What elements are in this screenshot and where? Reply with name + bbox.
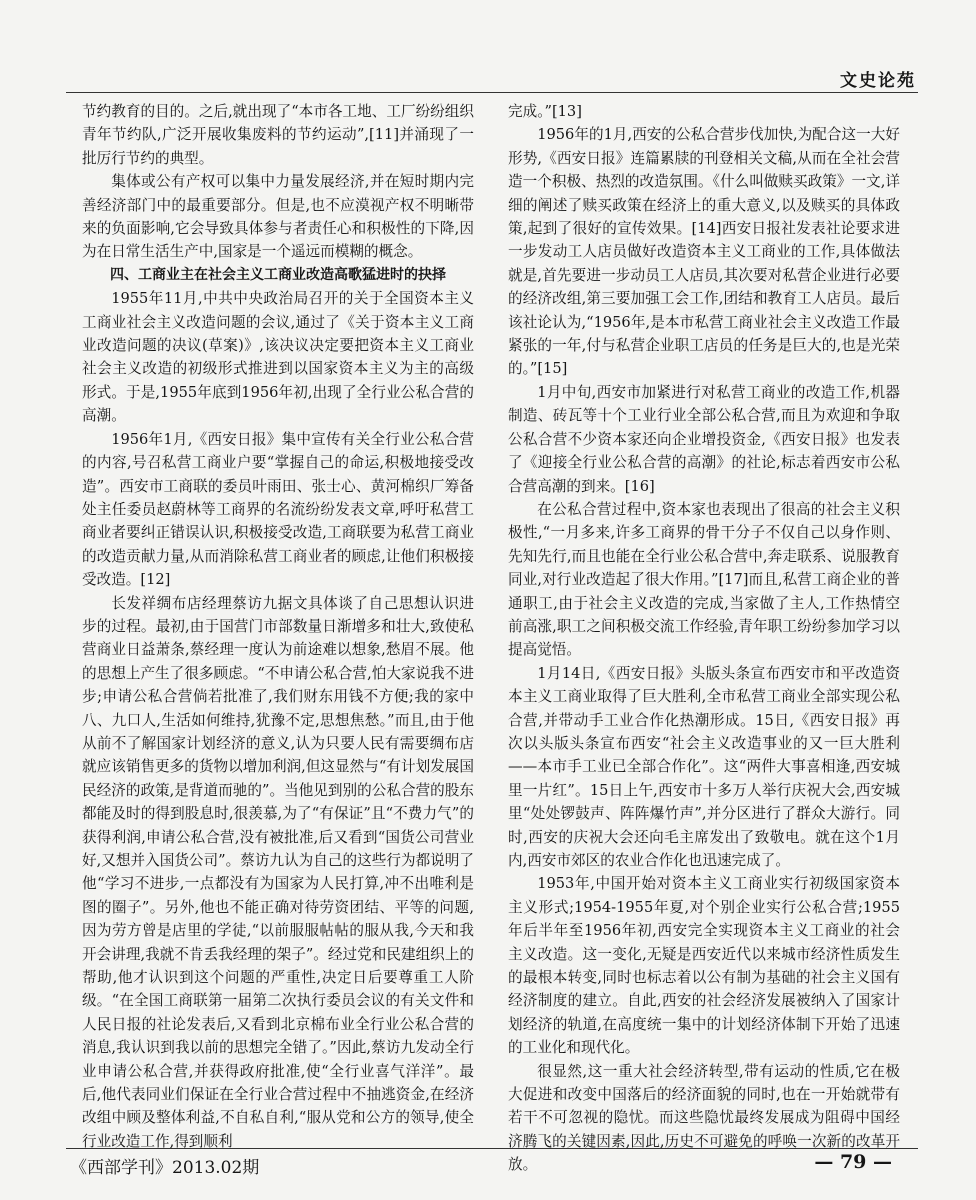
paragraph: 1月中旬,西安市加紧进行对私营工商业的改造工作,机器制造、砖瓦等十个工业行业全部公私合营,而且为欢迎和争取公私合营不少资本家还向企业增投资金,《西安日报》也发表了《迎接全行业公私合营的高潮》的社论,标志着西安市公私合营高潮的到来。[16] [508,383,900,495]
paragraph: 节约教育的目的。之后,就出现了“本市各工地、工厂纷纷组织青年节约队,广泛开展收集废料的节约运动”,[11]并涌现了一批厉行节约的典型。 [82,103,474,167]
paragraph: 很显然,这一重大社会经济转型,带有运动的性质,它在极大促进和改变中国落后的经济面貌的同时,也在一开始就带有若干不可忽视的隐忧。而这些隐忧最终发展成为阻碍中国经济腾飞的关键因素,因此,历史不可避免的呼唤一次新的改革开放。 [508,1062,900,1174]
paragraph: 集体或公有产权可以集中力量发展经济,并在短时期内完善经济部门中的最重要部分。但是,也不应漠视产权不明晰带来的负面影响,它会导致具体参与者责任心和积极性的下降,因为在日常生活生产中,国家是一个遥远而模糊的概念。 [82,173,474,261]
page-number: — 79 — [814,1151,892,1173]
paragraph: 1953年,中国开始对资本主义工商业实行初级国家资本主义形式;1954-1955年夏,对个别企业实行公私合营;1955年后半年至1956年初,西安完全实现资本主义工商业的社会主义改造。这一变化,无疑是西安近代以来城市经济性质发生的最根本转变,同时也标志着以公有制为基础的社会主义国有经济制度的建立。自此,西安的社会经济发展被纳入了国家计划经济的轨道,在高度统一集中的计划经济体制下开始了迅速的工业化和现代化。 [508,875,900,1057]
paragraph: 完成。”[13] [508,103,582,120]
journal-issue: 《西部学刊》2013.02期 [70,1158,260,1178]
paragraph: 1956年的1月,西安的公私合营步伐加快,为配合这一大好形势,《西安日报》连篇累牍的刊登相关文稿,从而在全社会营造一个积极、热烈的改造氛围。《什么叫做赎买政策》一文,详细的阐述了赎买政策在经济上的重大意义,以及赎买的具体政策,起到了很好的宣传效果。[14]西安日报社发表社论要求进一步发动工人店员做好改造资本主义工商业的工作,具体做法就是,首先要进一步动员工人店员,其次要对私营企业进行必要的经济改组,第三要加强工会工作,团结和教育工人店员。最后该社论认为,“1956年,是本市私营工商业社会主义改造工作最紧张的一年,付与私营企业职工店员的任务是巨大的,也是光荣的。”[15] [508,126,900,378]
paragraph: 在公私合营过程中,资本家也表现出了很高的社会主义积极性,“一月多来,许多工商界的骨干分子不仅自己以身作则、先知先行,而且也能在全行业公私合营中,奔走联系、说服教育同业,对行业改造起了很大作用。”[17]而且,私营工商企业的普通职工,由于社会主义改造的完成,当家做了主人,工作热情空前高涨,职工之间积极交流工作经验,青年职工纷纷参加学习以提高觉悟。 [508,500,900,659]
section-heading: 四、工商业主在社会主义工商业改造高歌猛进时的抉择 [110,266,446,283]
section-label: 文史论苑 [840,71,916,91]
header-rule [66,92,918,93]
paragraph: 1月14日,《西安日报》头版头条宣布西安市和平改造资本主义工商业取得了巨大胜利,全市私营工商业全部实现公私合营,并带动手工业合作化热潮形成。15日,《西安日报》再次以头版头条宣布西安“社会主义改造事业的又一巨大胜利——本市手工业已全部合作化”。这“两件大事喜相逢,西安城里一片红”。15日上午,西安市十多万人举行庆祝大会,西安城里“处处锣鼓声、阵阵爆竹声”,并分区进行了群众大游行。同时,西安的庆祝大会还向毛主席发出了致敬电。就在这个1月内,西安市郊区的农业合作化也迅速完成了。 [508,664,900,869]
left-column [82,100,474,1148]
paragraph: 1956年1月,《西安日报》集中宣传有关全行业公私合营的内容,号召私营工商业户要“掌握自己的命运,积极地接受改造”。西安市工商联的委员叶雨田、张士心、黄河棉织厂筹备处主任委员赵蔚林等工商界的名流纷纷发表文章,呼吁私营工商业者要纠正错误认识,积极接受改造,工商联要为私营工商业的改造贡献力量,从而消除私营工商业者的顾虑,让他们积极接受改造。[12] [82,430,474,589]
paragraph: 1955年11月,中共中央政治局召开的关于全国资本主义工商业社会主义改造问题的会议,通过了《关于资本主义工商业改造问题的决议(草案)》,该决议决定要把资本主义工商业社会主义改造的初级形式推进到以国家资本主义为主的高级形式。于是,1955年底到1956年初,出现了全行业公私合营的高潮。 [82,290,474,425]
footer-rule [66,1148,918,1149]
paragraph: 长发祥绸布店经理蔡访九据文具体谈了自己思想认识进步的过程。最初,由于国营门市部数量日渐增多和壮大,致使私营商业日益萧条,蔡经理一度认为前途难以想象,愁眉不展。他的思想上产生了很多顾虑。“不申请公私合营,怕大家说我不进步;申请公私合营倘若批准了,我们财东用钱不方便;我的家中八、九口人,生活如何维持,犹豫不定,思想焦愁。”而且,由于他从前不了解国家计划经济的意义,认为只要人民有需要绸布店就应该销售更多的货物以增加利润,但这显然与“有计划发展国民经济的政策,是背道而驰的”。当他见到别的公私合营的股东都能及时的得到股息时,很羡慕,为了“有保证”且“不费力气”的获得利润,申请公私合营,没有被批准,后又看到“国货公司营业好,又想并入国货公司”。蔡访九认为自己的这些行为都说明了他“学习不进步,一点都没有为国家为人民打算,冲不出唯利是图的圈子”。另外,他也不能正确对待劳资团结、平等的问题,因为劳方曾是店里的学徒,“以前服服帖帖的服从我,今天和我开会讲理,我就不肯丢我经理的架子”。经过党和民建组织上的帮助,他才认识到这个问题的严重性,决定日后要尊重工人阶级。“在全国工商联第一届第二次执行委员会议的有关文件和人民日报的社论发表后,又看到北京棉布业全行业公私合营的消息,我认识到我以前的思想完全错了。”因此,蔡访九发动全行业申请公私合营,并获得政府批准,使“全行业喜气洋洋”。最后,他代表同业们保证在全行业合营过程中不抽逃资金,在经济改组中顾及整体利益,不自私自利,“服从党和公方的领导,使全行业改造工作,得到顺利 [82,594,474,1150]
